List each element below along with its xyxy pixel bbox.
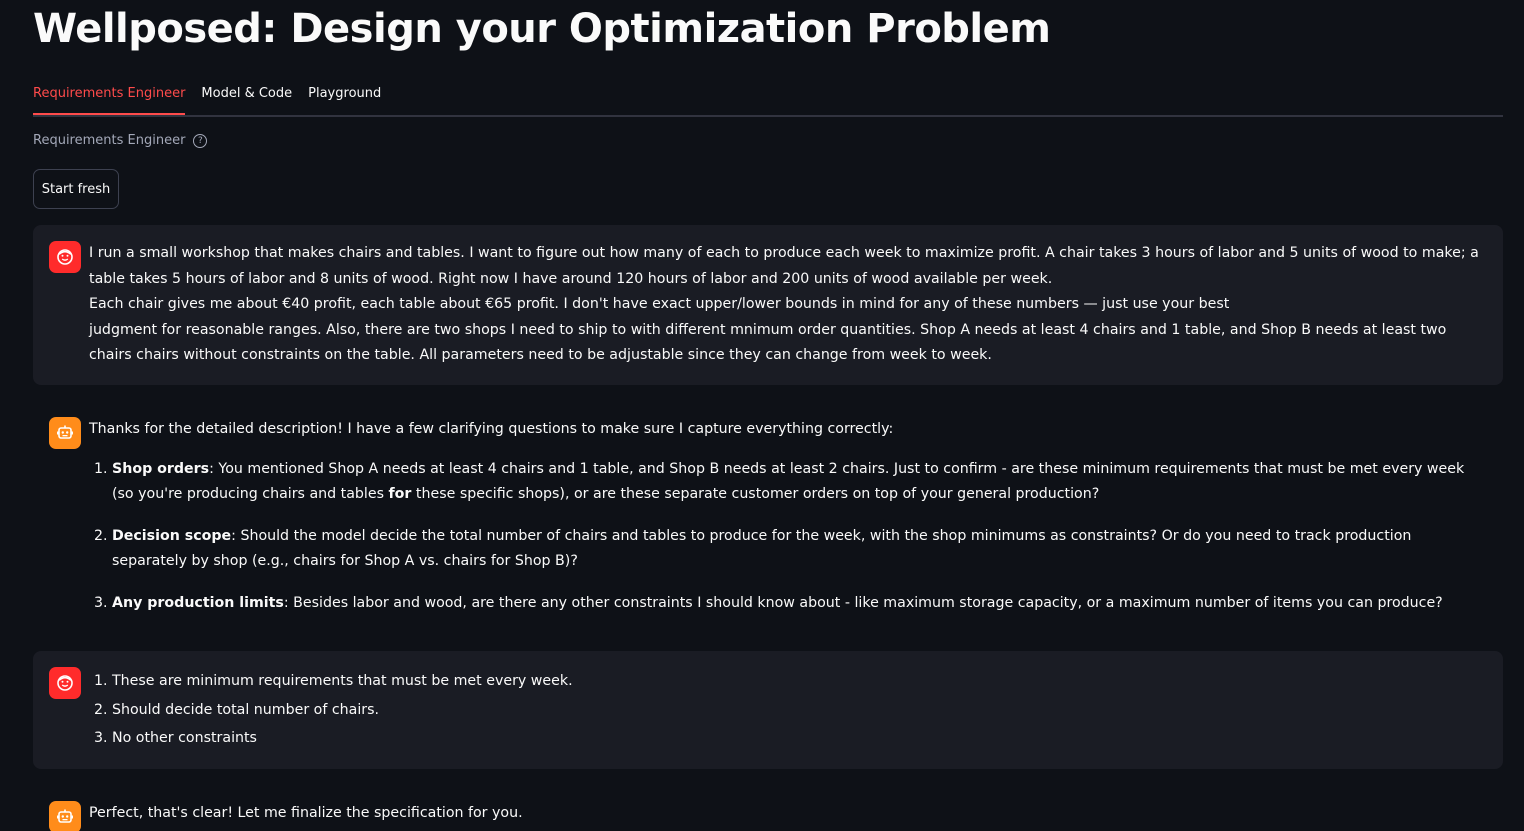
chat-message-user: [33, 225, 1503, 385]
section-label: [33, 133, 207, 148]
list-item: 3. No other constraints: [112, 726, 1487, 752]
assistant-avatar: [49, 417, 81, 449]
smiley-face-icon: [56, 674, 74, 692]
start-fresh-button[interactable]: Start fresh: [33, 169, 119, 209]
tab-requirements-engineer[interactable]: Requirements Engineer: [33, 78, 185, 115]
help-icon[interactable]: ?: [193, 134, 207, 148]
clarifying-questions-list: [89, 457, 1487, 617]
answers-list: [89, 669, 1487, 752]
message-text: Perfect, that's clear! Let me finalize the specification for you.: [89, 805, 523, 821]
chat-message-assistant: [33, 785, 1503, 831]
message-text: judgment for reasonable ranges. Also, there are two shops I need to ship to with different mnimum order quantities. Shop A needs at least 4 chairs and 1 table, and Shop B needs at least two chairs chairs without constraints on the table. All parameters need to be adjustable since they can change from week to week.: [89, 321, 1447, 363]
list-item: 1. Shop orders: You mentioned Shop A needs at least 4 chairs and 1 table, and Shop B needs at least 2 chairs. Just to confirm - are these minimum requirements that must be met every week (so you're producing chairs and tables for these specific shops), or are these separate customer orders on top of your general production?: [112, 457, 1487, 508]
robot-icon: [56, 808, 74, 826]
page-title: Wellposed: Design your Optimization Problem: [33, 6, 1051, 52]
list-item: 1. These are minimum requirements that must be met every week.: [112, 669, 1487, 695]
user-avatar: [49, 667, 81, 699]
robot-icon: [56, 424, 74, 442]
tab-model-code[interactable]: Model & Code: [201, 86, 293, 101]
tab-bar: [33, 78, 1503, 117]
message-text: Each chair gives me about €40 profit, each table about €65 profit. I don't have exact upper/lower bounds in mind for any of these numbers — just use your best: [89, 296, 1230, 312]
list-item: 2. Should decide total number of chairs.: [112, 698, 1487, 724]
message-text: I run a small workshop that makes chairs and tables. I want to figure out how many of each to produce each week to maximize profit. A chair takes 3 hours of labor and 5 units of wood to make; a table takes 5 hours of labor and 8 units of wood. Right now I have around 120 hours of labor and 200 units of wood available per week.: [89, 245, 1479, 287]
chat-message-user: [33, 651, 1503, 769]
section-label-text: Requirements Engineer: [33, 133, 186, 148]
smiley-face-icon: [56, 248, 74, 266]
tab-playground[interactable]: Playground: [308, 86, 382, 101]
user-avatar: [49, 241, 81, 273]
chat-message-assistant: [33, 401, 1503, 635]
list-item: 2. Decision scope: Should the model decide the total number of chairs and tables to produce for the week, with the shop minimums as constraints? Or do you need to track production separately by shop (e.g., chairs for Shop A vs. chairs for Shop B)?: [112, 524, 1487, 575]
list-item: 3. Any production limits: Besides labor and wood, are there any other constraints I should know about - like maximum storage capacity, or a maximum number of items you can produce?: [112, 591, 1487, 617]
assistant-avatar: [49, 801, 81, 831]
message-text: Thanks for the detailed description! I have a few clarifying questions to make sure I capture everything correctly:: [89, 421, 894, 437]
